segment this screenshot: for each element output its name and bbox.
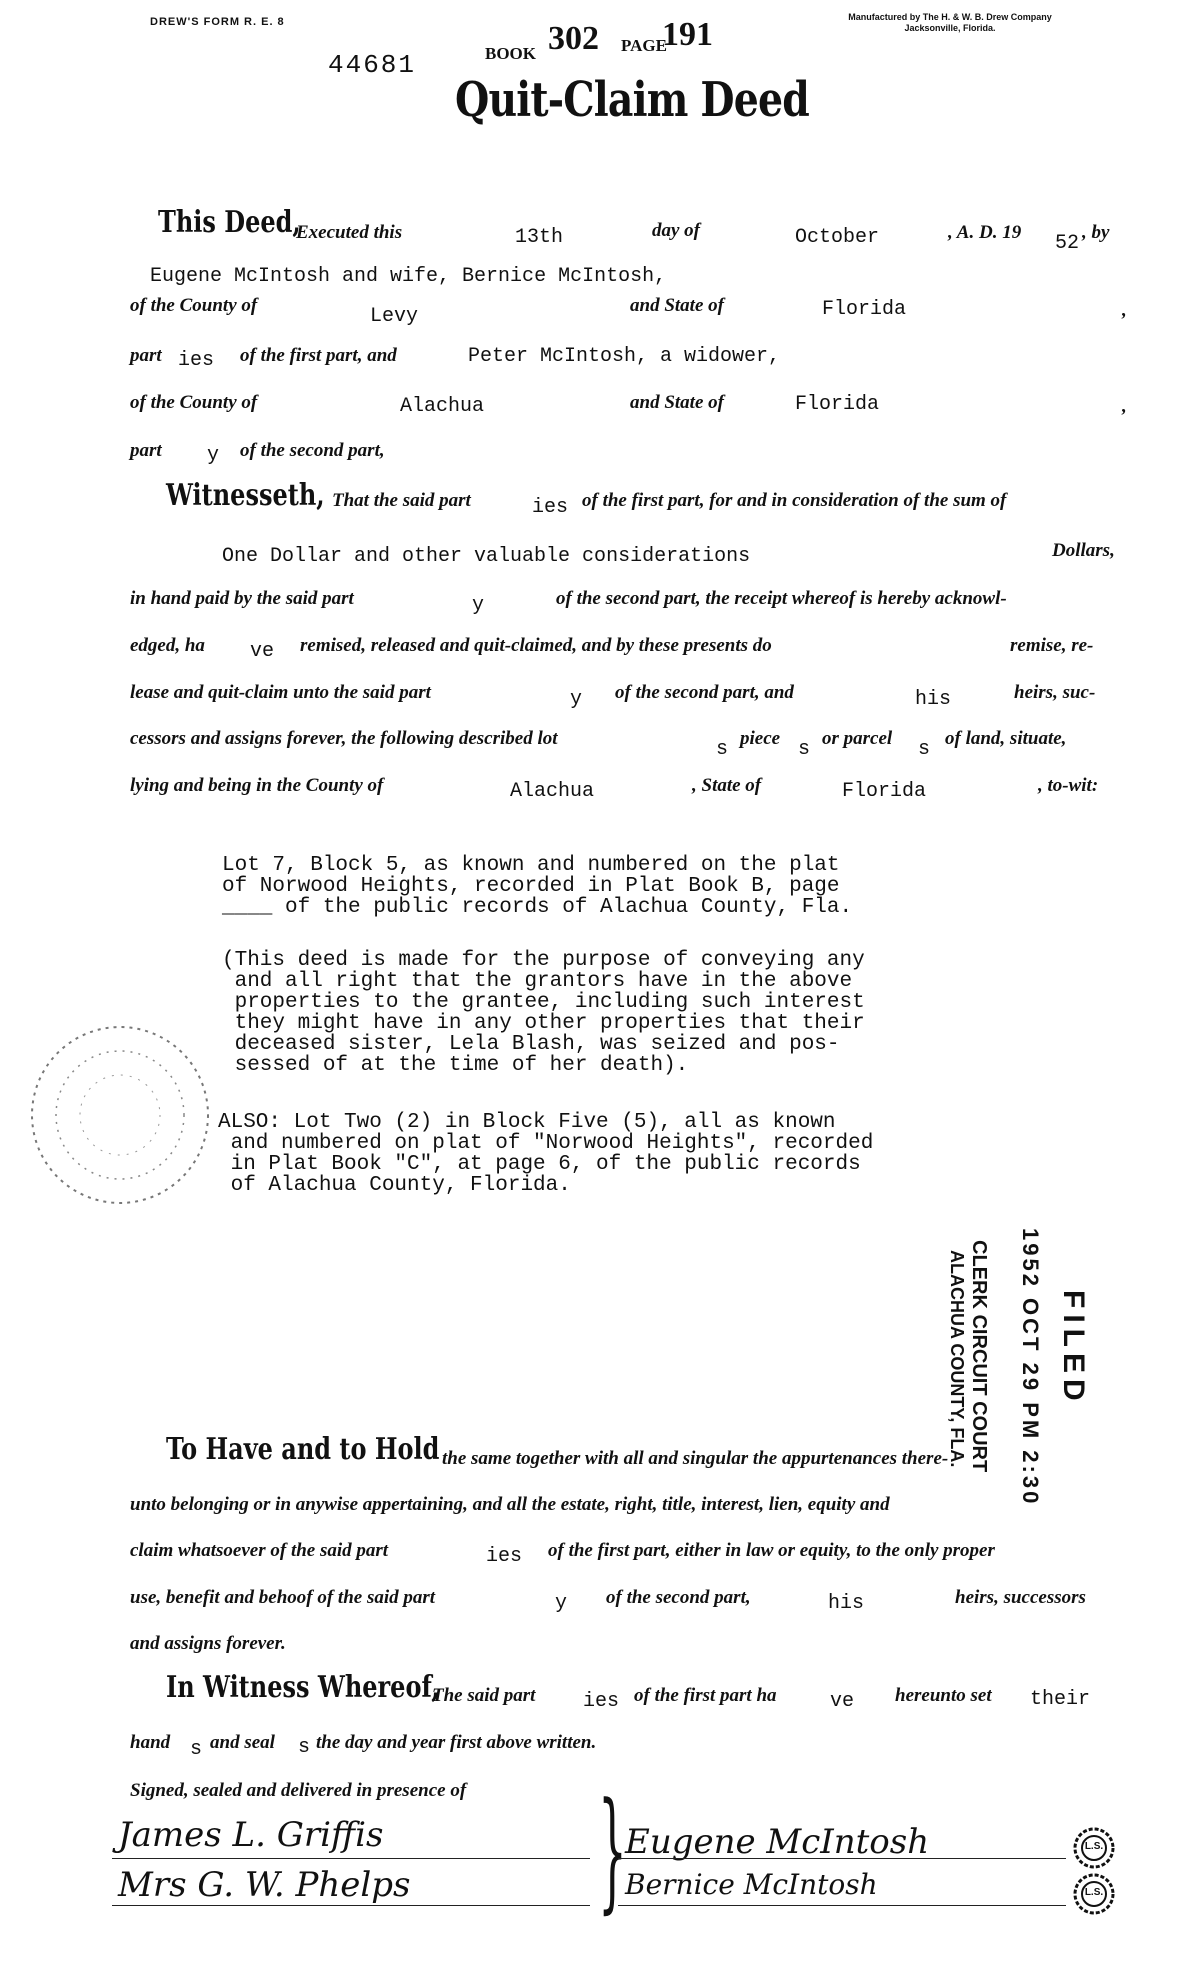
grantor-names: Eugene McIntosh and wife, Bernice McIntosh, [150, 265, 667, 288]
witness-signature-1: James L. Griffis [118, 1815, 384, 1855]
witnesseth-line-1a: That the said part [332, 490, 471, 511]
first-part-text: of the first part, and [240, 345, 397, 366]
habendum-line-4c: heirs, successors [955, 1587, 1086, 1608]
parcels-suffix: s [918, 738, 931, 761]
habendum-line-4-pronoun: his [828, 1592, 865, 1615]
comma-2: , [1122, 396, 1127, 417]
witness-whereof-heading: In Witness Whereof, [166, 1670, 440, 1705]
witnesseth-line-3b: of the second part, the receipt whereof is hereby acknowl- [556, 588, 1007, 609]
grantee-county: Alachua [400, 395, 485, 418]
witnesseth-line-3a: in hand paid by the said part [130, 588, 354, 609]
page-label: PAGE [621, 36, 667, 55]
second-part-text: of the second part, [240, 440, 385, 461]
county-label-2: of the County of [130, 392, 258, 413]
witnesseth-line-5b: of the second part, and [615, 682, 794, 703]
notary-seal-icon [15, 1010, 225, 1220]
manufacturer-info [800, 12, 1100, 34]
witnesseth-line-7b: , State of [692, 775, 762, 796]
witnesseth-line-5c: heirs, suc- [1014, 682, 1096, 703]
pieces-suffix: s [798, 738, 811, 761]
witness-signature-line-2 [112, 1905, 590, 1906]
signed-in-presence-label: Signed, sealed and delivered in presence of [130, 1780, 467, 1801]
legal-description-purpose: (This deed is made for the purpose of conveying any and all right that the grantors have in the above properties to the grantee, including such interest they might have in any other properties that their deceased sister, Lela Blash, was seized and pos- sessed of at the time of her death). [222, 949, 865, 1077]
habendum-line-2: unto belonging or in anywise appertaining, and all the estate, right, title, interest, lien, equity and [130, 1494, 890, 1515]
habendum-line-3b: of the first part, either in law or equity, to the only proper [548, 1540, 995, 1561]
grantor-signature-1: Eugene McIntosh [625, 1822, 930, 1862]
witnesseth-line-4-suffix: ve [250, 640, 275, 663]
habendum-line-4a: use, benefit and behoof of the said part [130, 1587, 436, 1608]
witness-signature-line-1 [112, 1858, 590, 1859]
grantor-signature-line-1 [618, 1858, 1066, 1859]
witness-whereof-line-1a: The said part [432, 1685, 536, 1706]
witness-whereof-line-2a: hand [130, 1732, 171, 1753]
witnesseth-line-4c: remise, re- [1010, 635, 1094, 656]
witness-signature-2: Mrs G. W. Phelps [118, 1865, 411, 1905]
by-label: , by [1082, 222, 1110, 243]
witnesseth-line-5-pronoun: his [915, 688, 952, 711]
hands-suffix: s [190, 1738, 203, 1761]
witnesseth-line-7a: lying and being in the County of [130, 775, 384, 796]
filed-stamp-county: ALACHUA COUNTY, FLA. [947, 1250, 967, 1468]
grantor-state: Florida [822, 298, 907, 321]
execution-day: 13th [515, 226, 564, 249]
witnesseth-line-5a: lease and quit-claim unto the said part [130, 682, 431, 703]
witnesseth-line-1-suffix: ies [532, 496, 569, 519]
habendum-line-4b: of the second part, [606, 1587, 751, 1608]
habendum-line-4-suffix: y [555, 1592, 568, 1615]
book-label: BOOK [485, 44, 537, 63]
part-label-2: part [130, 440, 162, 461]
property-county: Alachua [510, 780, 595, 803]
deed-heading: This Deed, [158, 205, 301, 240]
witness-whereof-line-2c: the day and year first above written. [316, 1732, 597, 1753]
state-label-2: and State of [630, 392, 724, 413]
county-label: of the County of [130, 295, 258, 316]
second-part-suffix: y [207, 444, 220, 467]
filed-stamp-date: 1952 OCT 29 PM 2:30 [1018, 1228, 1043, 1507]
filed-stamp-word: FILED [1057, 1290, 1090, 1407]
day-of-label: day of [652, 220, 701, 241]
seals-suffix: s [298, 1736, 311, 1759]
witnesseth-line-1b: of the first part, for and in consideration of the sum of [582, 490, 1007, 511]
manufacturer-line-2: Jacksonville, Florida. [904, 23, 996, 33]
witnesseth-line-5-suffix: y [570, 688, 583, 711]
habendum-line-3-suffix: ies [486, 1545, 523, 1568]
filed-stamp-clerk: CLERK CIRCUIT COURT [968, 1240, 990, 1473]
first-part-suffix: ies [178, 349, 215, 372]
habendum-heading: To Have and to Hold [166, 1432, 440, 1467]
comma: , [1122, 300, 1127, 321]
lots-suffix: s [716, 738, 729, 761]
witnesseth-heading: Witnesseth, [166, 478, 325, 513]
habendum-line-1: the same together with all and singular the appurtenances there- [442, 1448, 949, 1469]
witness-whereof-line-1b: of the first part ha [634, 1685, 777, 1706]
witnesseth-line-3-suffix: y [472, 594, 485, 617]
habendum-line-5: and assigns forever. [130, 1633, 286, 1654]
habendum-line-3a: claim whatsoever of the said part [130, 1540, 389, 1561]
property-state: Florida [842, 780, 927, 803]
witnesseth-line-6b: piece [740, 728, 781, 749]
seal-label: L.S. [1084, 1841, 1104, 1852]
witnesseth-line-4a: edged, ha [130, 635, 205, 656]
seal-label: L.S. [1084, 1887, 1104, 1898]
page-number: 191 [662, 16, 713, 53]
witness-whereof-line-2b: and seal [210, 1732, 275, 1753]
execution-month: October [795, 226, 880, 249]
witnesseth-line-6a: cessors and assigns forever, the following described lot [130, 728, 558, 749]
witnesseth-line-4b: remised, released and quit-claimed, and by these presents do [300, 635, 772, 656]
legal-description-lot-7: Lot 7, Block 5, as known and numbered on the plat of Norwood Heights, recorded in Plat Book B, page ____ of the public records of Alachua County, Fla. [222, 854, 853, 919]
witness-whereof-line-1-suffix: ies [583, 1690, 620, 1713]
document-number: 44681 [328, 50, 417, 80]
ad-label: , A. D. 19 [948, 222, 1022, 243]
form-name: DREW'S FORM R. E. 8 [150, 16, 285, 28]
grantee-name: Peter McIntosh, a widower, [468, 345, 781, 368]
legal-description-lot-2: ALSO: Lot Two (2) in Block Five (5), all as known and numbered on plat of "Norwood Heights", recorded in Plat Book "C", at page 6, of the public records of Alachua County, Florida. [218, 1111, 874, 1197]
witness-whereof-line-1c: hereunto set [895, 1685, 992, 1706]
witness-whereof-line-1-pronoun: their [1030, 1688, 1091, 1711]
witness-whereof-line-1-have: ve [830, 1690, 855, 1713]
book-number: 302 [548, 20, 599, 57]
witnesseth-line-7c: , to-wit: [1038, 775, 1099, 796]
witnesseth-line-6d: of land, situate, [945, 728, 1067, 749]
grantor-signature-2: Bernice McIntosh [625, 1868, 878, 1901]
seal-icon [1072, 1826, 1116, 1870]
grantee-state: Florida [795, 393, 880, 416]
part-label: part [130, 345, 162, 366]
page-title: Quit-Claim Deed [455, 72, 809, 128]
witnesseth-line-6c: or parcel [822, 728, 893, 749]
executed-label: Executed this [296, 222, 403, 243]
grantor-county: Levy [370, 305, 419, 328]
grantor-signature-line-2 [618, 1905, 1066, 1906]
dollars-label: Dollars, [1052, 540, 1115, 561]
seal-icon [1072, 1872, 1116, 1916]
signature-brace: } [598, 1774, 627, 1926]
execution-year: 52 [1055, 232, 1080, 255]
consideration-amount: One Dollar and other valuable considerations [222, 545, 751, 568]
manufacturer-line-1: Manufactured by The H. & W. B. Drew Company [848, 12, 1052, 22]
state-label: and State of [630, 295, 724, 316]
